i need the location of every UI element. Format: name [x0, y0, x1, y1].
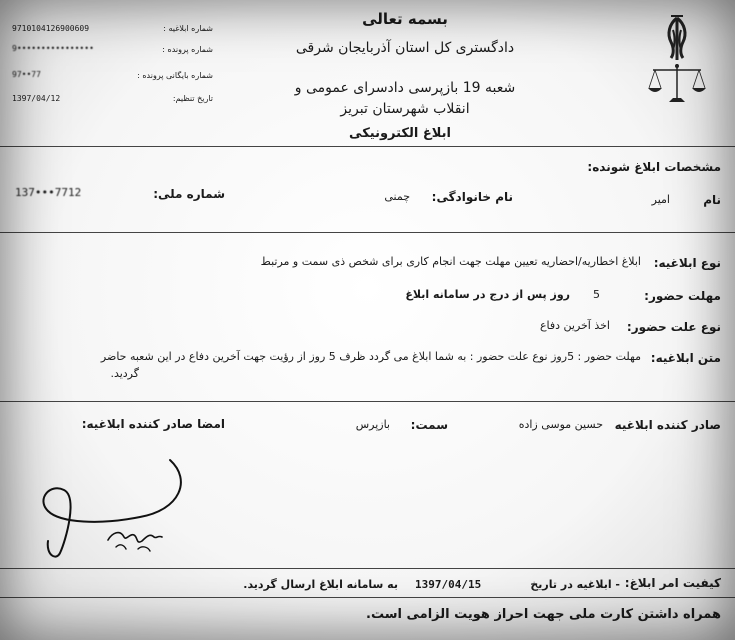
reason-label: نوع علت حضور:	[626, 320, 721, 334]
court-name: دادگستری کل استان آذربایجان شرقی	[295, 40, 515, 56]
branch-line-2: انقلاب شهرستان تبریز	[340, 101, 470, 117]
last-name-label: نام خانوادگی:	[431, 190, 513, 204]
position-value: بازپرس	[355, 418, 390, 431]
first-name-value: امیر	[651, 193, 670, 206]
footer-note: همراه داشتن کارت ملی جهت احراز هویت الزامی است.	[366, 607, 721, 622]
national-id-value: 137•••7712	[15, 186, 82, 199]
national-id-label: شماره ملی:	[153, 187, 225, 201]
divider	[0, 232, 735, 233]
divider	[0, 597, 735, 598]
signature-label: امضا صادر کننده ابلاغیه:	[81, 417, 225, 431]
issuer-label: صادر کننده ابلاغیه	[614, 418, 721, 432]
delivery-suffix: به سامانه ابلاغ ارسال گردید.	[243, 578, 398, 591]
deadline-suffix: روز پس از درج در سامانه ابلاغ	[405, 288, 570, 301]
archive-number-label: شماره بایگانی پرونده :	[137, 71, 213, 80]
case-number-label: شماره پرونده :	[162, 45, 213, 54]
issue-date-label: تاریخ تنظیم:	[172, 94, 213, 103]
bismillah-heading: بسمه تعالی	[362, 10, 448, 28]
notice-text-line-2: گردید.	[110, 367, 139, 380]
notice-text-label: متن ابلاغیه:	[650, 351, 721, 365]
emblem-icon	[647, 10, 707, 110]
issuer-name: حسین موسی زاده	[518, 418, 603, 431]
recipient-section-title: مشخصات ابلاغ شونده:	[587, 160, 721, 174]
last-name-value: چمنی	[384, 190, 410, 203]
divider	[0, 568, 735, 569]
notice-text-line-1: مهلت حضور : 5روز نوع علت حضور : به شما ابلاغ می گردد ظرف 5 روز از رؤیت جهت آخرین دفاع در این شعبه حاضر	[100, 350, 641, 363]
notice-type-label: نوع ابلاغیه:	[653, 256, 721, 270]
deadline-label: مهلت حضور:	[644, 289, 721, 303]
position-label: سمت:	[410, 418, 448, 432]
delivery-method-label: کیفیت امر ابلاغ:	[624, 576, 721, 590]
archive-number-value: 97••77	[12, 70, 41, 79]
delivery-prefix: - ابلاغیه در تاریخ	[530, 578, 620, 591]
issue-date-value: 1397/04/12	[12, 94, 61, 103]
divider	[0, 146, 735, 147]
notice-number-label: شماره ابلاغیه :	[163, 24, 213, 33]
reason-value: اخذ آخرین دفاع	[539, 319, 610, 332]
divider	[0, 401, 735, 402]
deadline-value: 5	[593, 288, 600, 301]
delivery-date: 1397/04/15	[415, 578, 482, 591]
notice-type-value: ابلاغ اخطاریه/احضاریه تعیین مهلت جهت انجام کاری برای شخص ذی سمت و مرتبط	[260, 255, 641, 268]
first-name-label: نام	[703, 193, 721, 207]
notice-number-value: 9710104126900609	[12, 24, 90, 33]
document-title: ابلاغ الکترونیکی	[349, 126, 451, 141]
signature-image	[20, 455, 210, 565]
case-number-value: 9••••••••••••••••	[12, 44, 94, 53]
branch-line-1: شعبه 19 بازپرسی دادسرای عمومی و	[294, 80, 516, 96]
